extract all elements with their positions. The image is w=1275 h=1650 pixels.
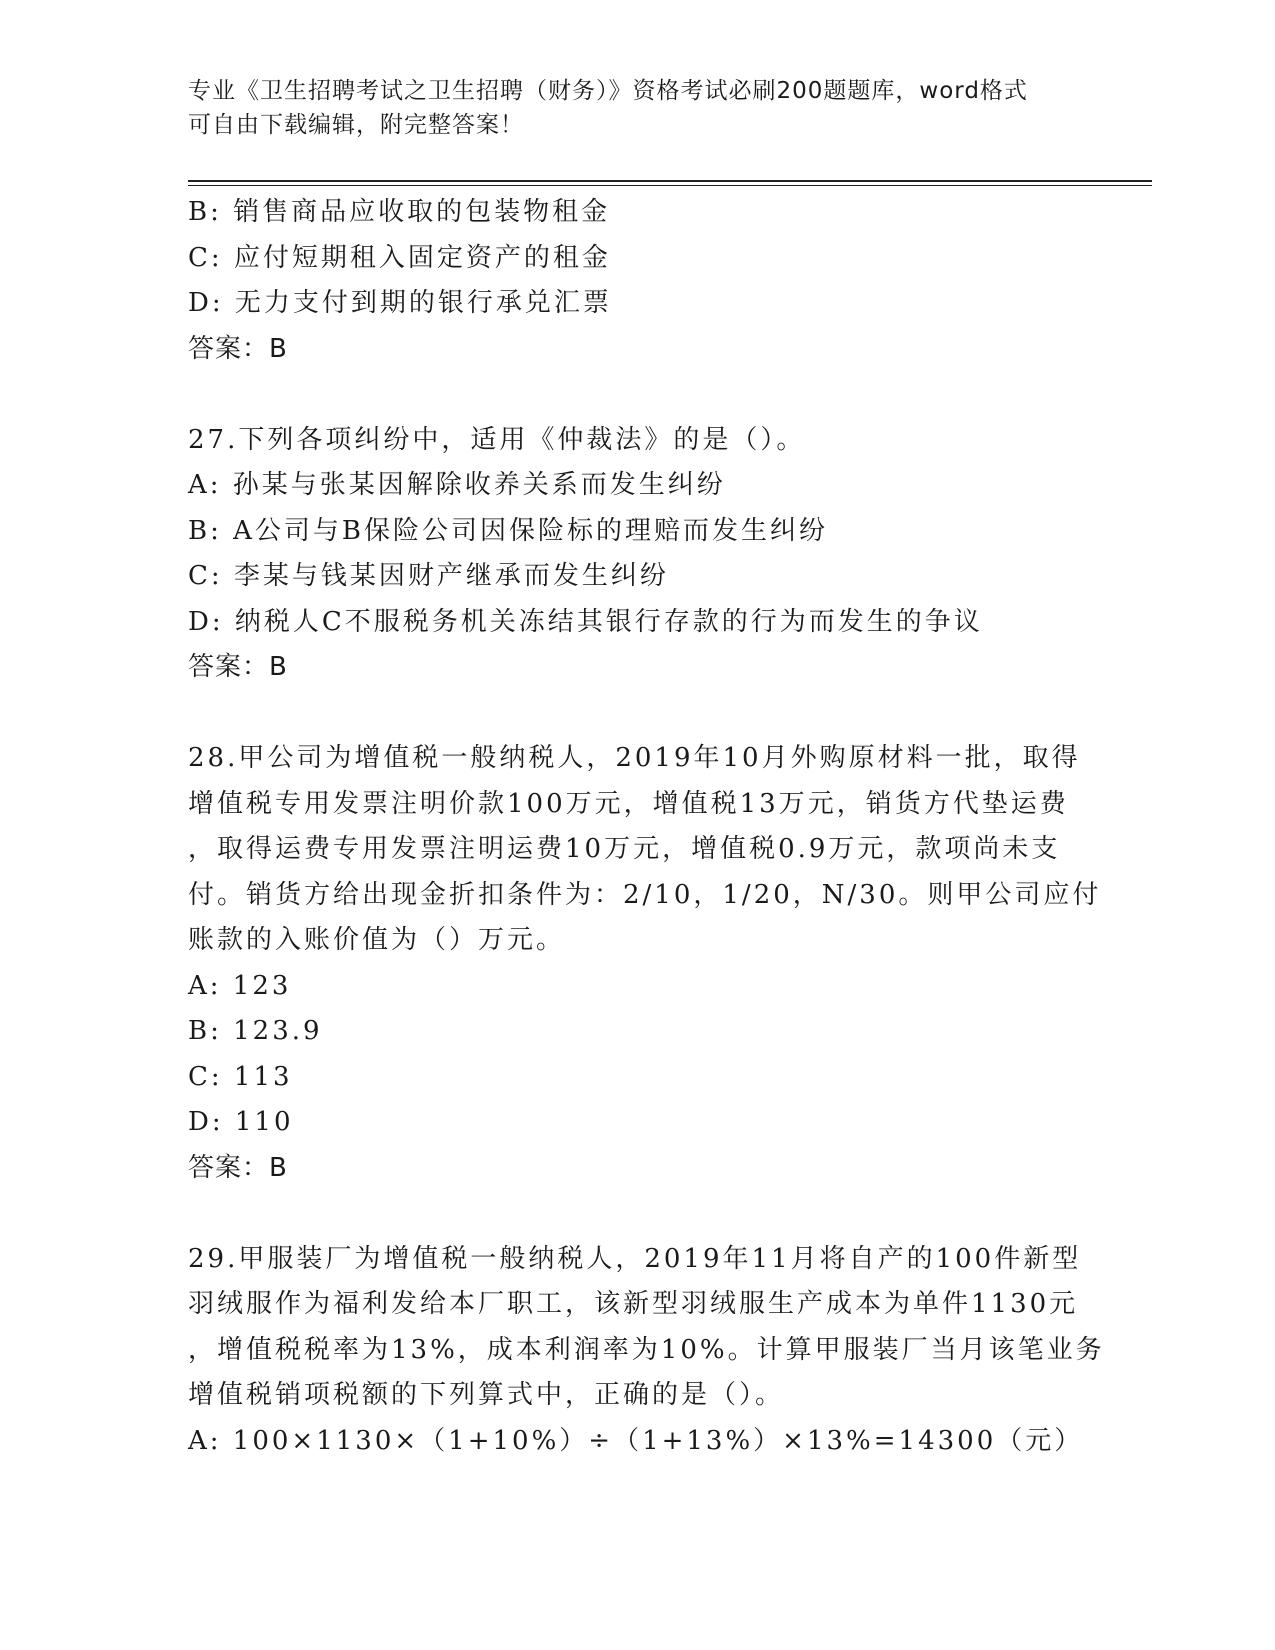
option-d: D: 无力支付到期的银行承兑汇票 xyxy=(188,288,612,318)
question-stem-line: 账款的入账价值为（）万元。 xyxy=(188,925,566,955)
question-stem-line: 增值税专用发票注明价款100万元，增值税13万元，销货方代垫运费 xyxy=(188,788,1069,819)
option-b: B: 123.9 xyxy=(188,1016,323,1046)
question-28 xyxy=(188,736,1102,1191)
spacer xyxy=(188,372,1088,418)
question-stem-line: ，增值税税率为13%，成本利润率为10%。计算甲服装厂当月该笔业务 xyxy=(188,1334,1105,1365)
option-c: C: 应付短期租入固定资产的租金 xyxy=(188,242,611,273)
document-header xyxy=(188,74,1068,142)
answer: 答案：B xyxy=(188,1152,288,1183)
question-stem: 27.下列各项纠纷中，适用《仲裁法》的是（）。 xyxy=(188,424,806,455)
document-body xyxy=(188,190,1105,1464)
option-b: B: 销售商品应收取的包装物租金 xyxy=(188,197,611,227)
answer: 答案：B xyxy=(188,333,288,364)
header-line-2: 可自由下载编辑，附完整答案！ xyxy=(188,112,524,138)
spacer xyxy=(188,691,1088,737)
option-a: A: 123 xyxy=(188,970,292,1001)
question-stem-line: 28.甲公司为增值税一般纳税人，2019年10月外购原材料一批，取得 xyxy=(188,743,1081,773)
option-d: D: 纳税人C不服税务机关冻结其银行存款的行为而发生的争议 xyxy=(188,606,983,637)
option-a: A: 孙某与张某因解除收养关系而发生纠纷 xyxy=(188,470,726,500)
question-stem-line: ，取得运费专用发票注明运费10万元，增值税0.9万元，款项尚未支 xyxy=(188,834,1061,864)
option-c: C: 113 xyxy=(188,1061,293,1092)
question-stem-line: 增值税销项税额的下列算式中，正确的是（）。 xyxy=(188,1380,785,1410)
option-c: C: 李某与钱某因财产继承而发生纠纷 xyxy=(188,561,669,591)
header-rule-thin xyxy=(188,185,1152,186)
question-27 xyxy=(188,418,1088,691)
question-stem-line: 羽绒服作为福利发给本厂职工，该新型羽绒服生产成本为单件1130元 xyxy=(188,1289,1079,1319)
answer: 答案：B xyxy=(188,652,288,682)
option-b: B: A公司与B保险公司因保险标的理赔而发生纠纷 xyxy=(188,515,829,546)
question-stem-line: 29.甲服装厂为增值税一般纳税人，2019年11月将自产的100件新型 xyxy=(188,1243,1082,1274)
question-stem-line: 付。销货方给出现金折扣条件为：2/10，1/20，N/30。则甲公司应付 xyxy=(188,879,1102,910)
spacer xyxy=(188,1191,1088,1237)
option-a: A: 100×1130×（1+10%）÷（1+13%）×13%=14300（元） xyxy=(188,1425,1084,1456)
header-rule-thick xyxy=(188,180,1152,182)
question-29 xyxy=(188,1237,1105,1465)
question-26-continued xyxy=(188,190,1088,372)
header-line-1: 专业《卫生招聘考试之卫生招聘（财务）》资格考试必刷200题题库，word格式 xyxy=(188,78,1028,104)
option-d: D: 110 xyxy=(188,1107,294,1137)
